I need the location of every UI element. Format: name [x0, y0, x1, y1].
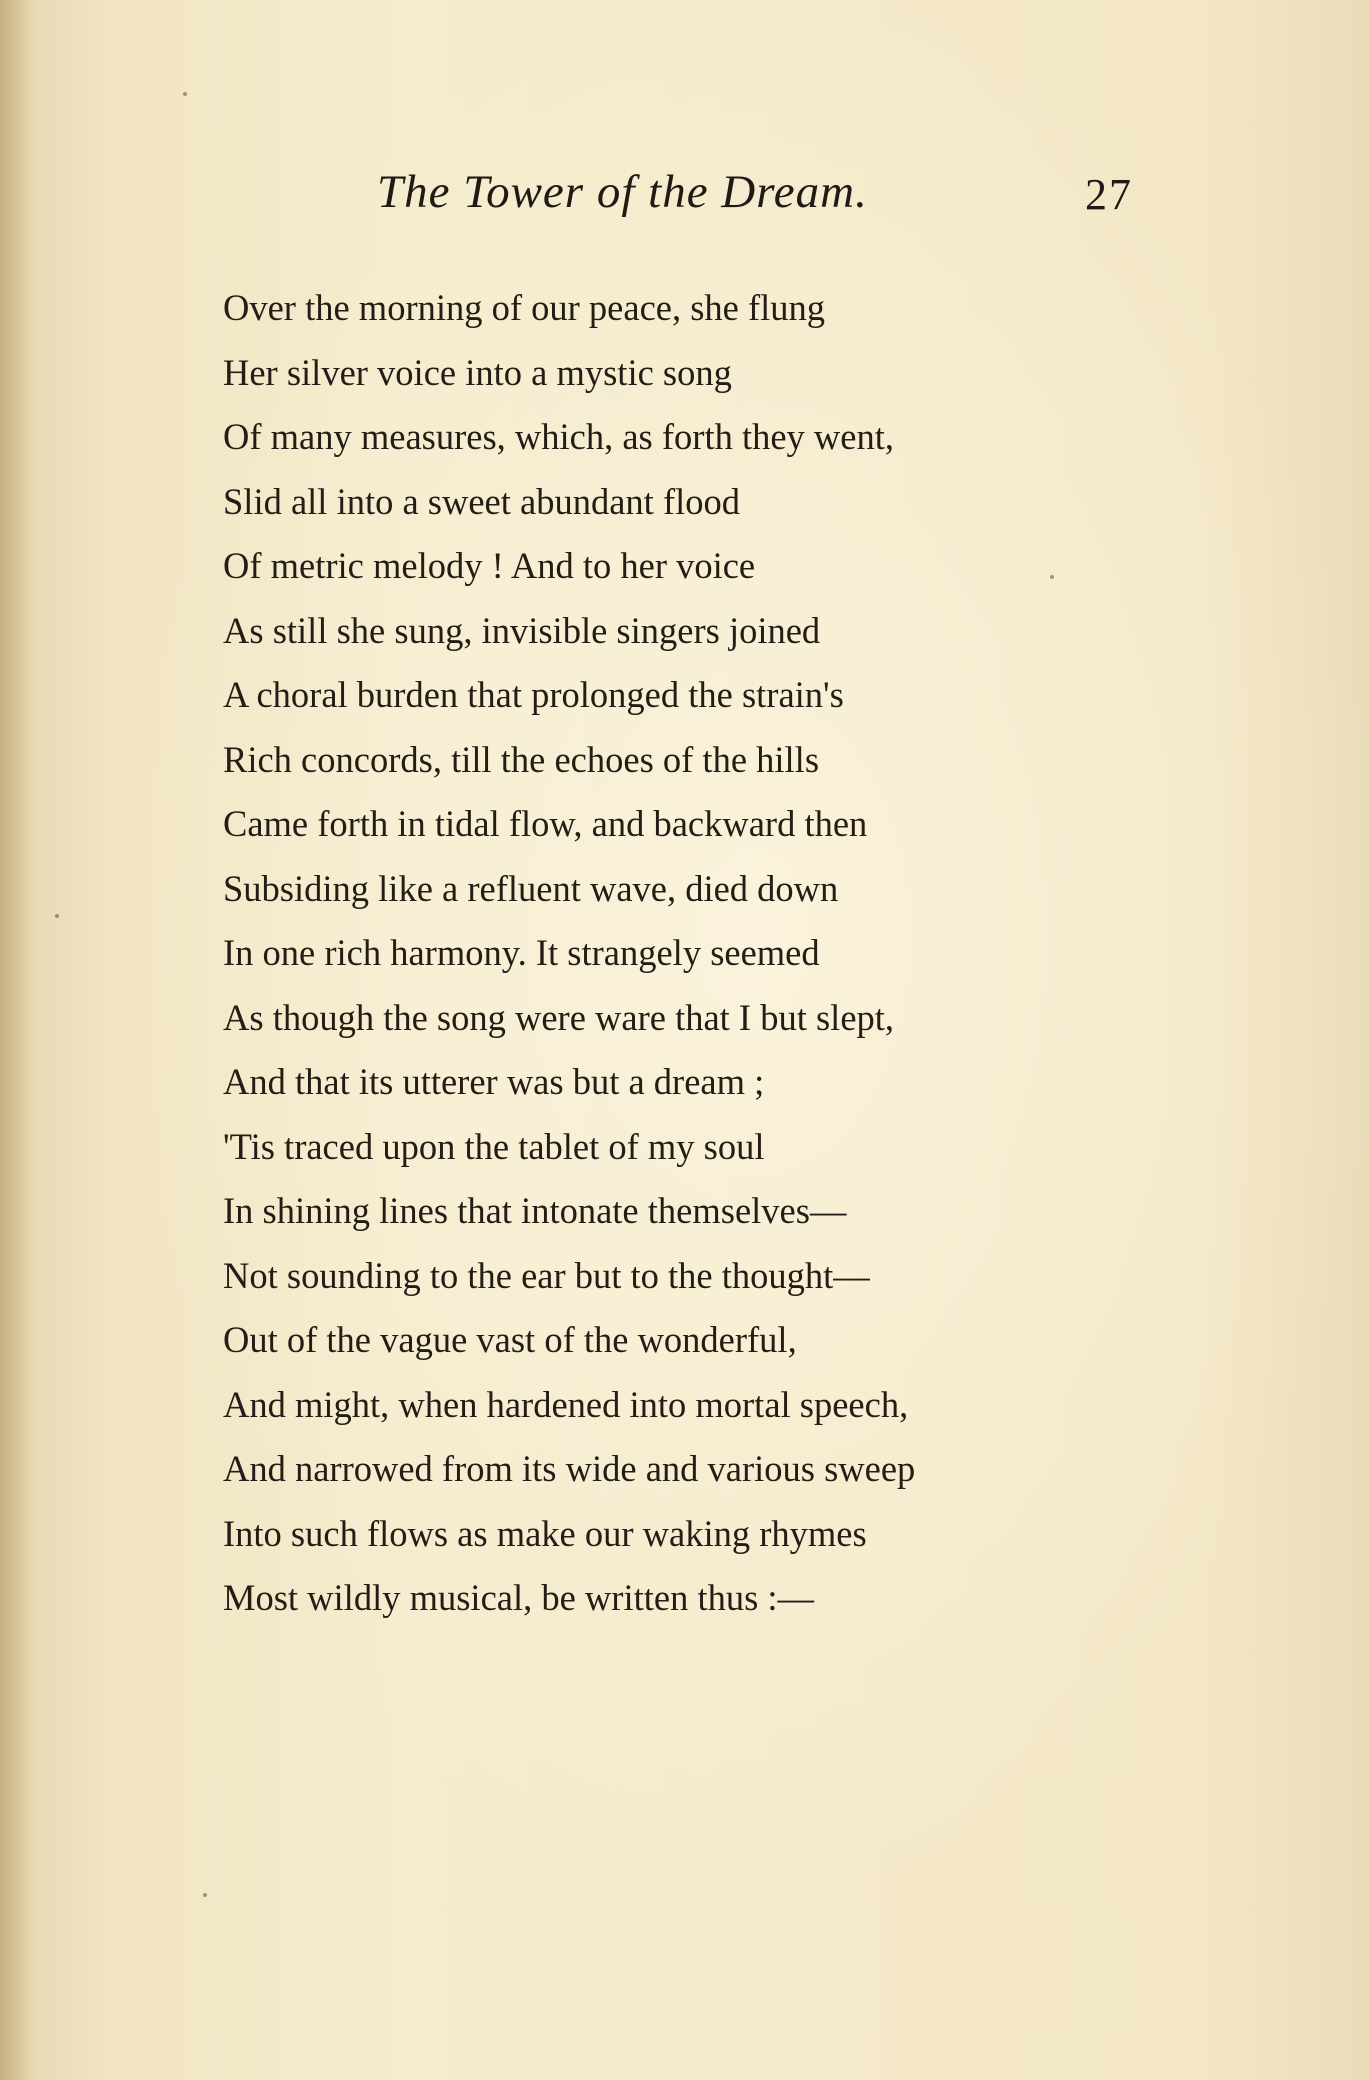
- poem-line: A choral burden that prolonged the strain's: [223, 674, 844, 715]
- poem-text: [223, 276, 1273, 1631]
- poem-line: As though the song were ware that I but slept,: [223, 996, 895, 1038]
- poem-line: Most wildly musical, be written thus :—: [223, 1577, 815, 1618]
- poem-line: Came forth in tidal flow, and backward then: [223, 803, 868, 844]
- page-header: [0, 165, 1369, 235]
- poem-line: Not sounding to the ear but to the thought—: [223, 1254, 870, 1296]
- poem-line: And narrowed from its wide and various sweep: [223, 1448, 916, 1489]
- poem-line: And that its utterer was but a dream ;: [223, 1061, 765, 1102]
- poem-line: Her silver voice into a mystic song: [223, 351, 732, 393]
- paper-speck: [183, 92, 187, 96]
- poem-line: Slid all into a sweet abundant flood: [223, 480, 740, 522]
- poem-line: Subsiding like a refluent wave, died down: [223, 867, 839, 909]
- page-number: 27: [1085, 170, 1133, 219]
- poem-line: And might, when hardened into mortal speech,: [223, 1383, 909, 1425]
- paper-speck: [203, 1893, 207, 1897]
- paper-speck: [55, 914, 59, 918]
- poem-line: Of many measures, which, as forth they went,: [223, 416, 895, 457]
- poem-line: As still she sung, invisible singers joined: [223, 609, 821, 651]
- poem-line: Rich concords, till the echoes of the hills: [223, 738, 820, 780]
- paper-speck: [1050, 575, 1054, 579]
- poem-line: Into such flows as make our waking rhymes: [223, 1512, 867, 1554]
- gutter-shadow: [0, 0, 30, 2080]
- poem-line: In one rich harmony. It strangely seemed: [223, 932, 820, 973]
- poem-line: Of metric melody ! And to her voice: [223, 545, 756, 586]
- running-title: The Tower of the Dream.: [377, 166, 868, 218]
- poem-line: Over the morning of our peace, she flung: [223, 287, 826, 328]
- poem-line: In shining lines that intonate themselves—: [223, 1190, 847, 1231]
- poem-line: Out of the vague vast of the wonderful,: [223, 1319, 797, 1360]
- poem-line: 'Tis traced upon the tablet of my soul: [223, 1125, 765, 1167]
